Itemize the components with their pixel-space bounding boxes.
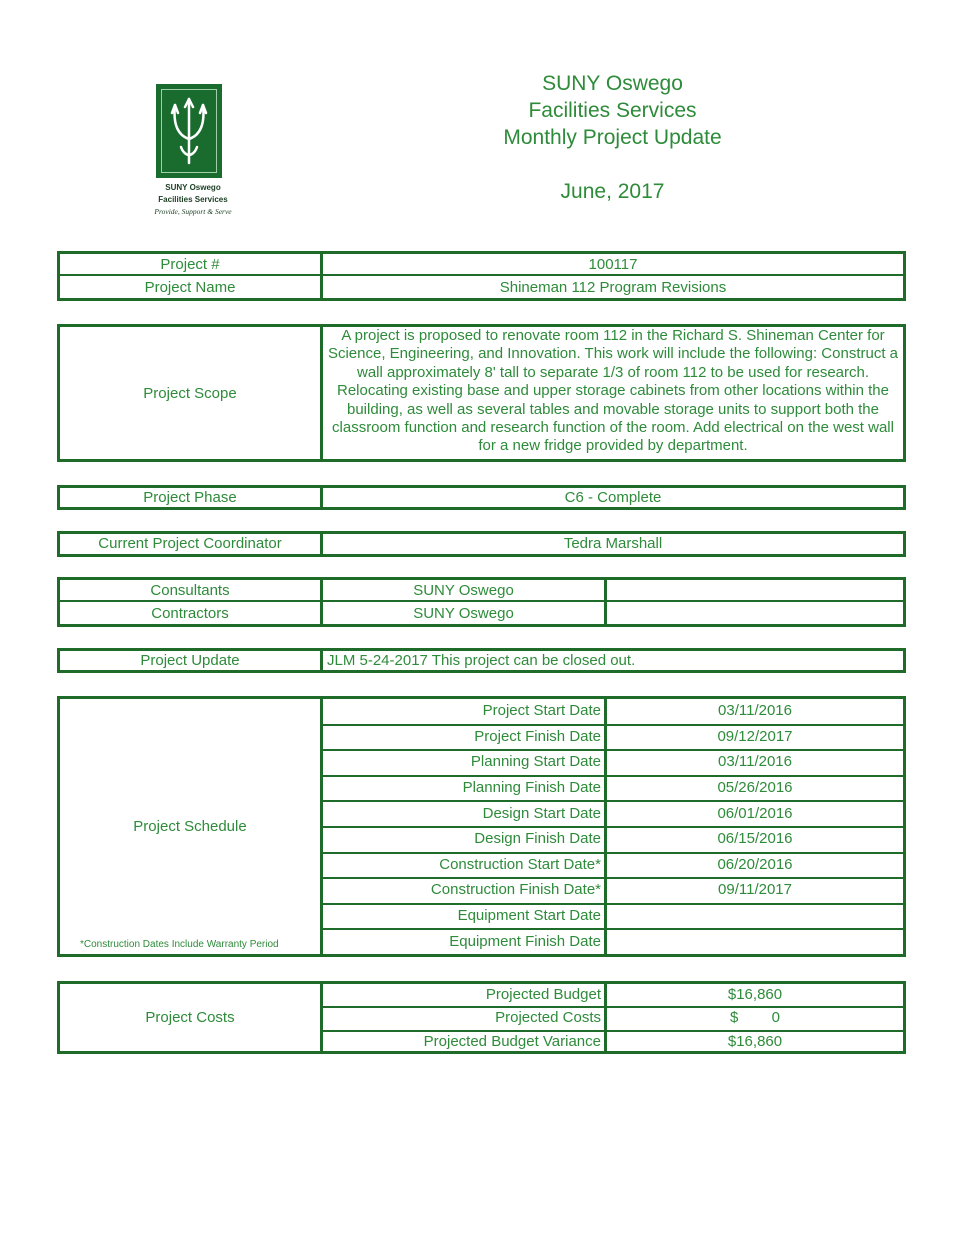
schedule-row-value: 06/15/2016 <box>717 830 793 848</box>
dept-title: Facilities Services <box>528 99 697 122</box>
cost-row-label: Projected Budget Variance <box>423 1032 601 1050</box>
schedule-row-value: 09/11/2017 <box>718 881 792 899</box>
project-phase-label: Project Phase <box>143 488 237 506</box>
schedule-row-label: Construction Start Date* <box>439 855 601 873</box>
schedule-row-label: Equipment Start Date <box>457 907 601 925</box>
schedule-row-value: 09/12/2017 <box>717 727 793 745</box>
cost-row-value: $16,860 <box>727 1032 783 1050</box>
project-schedule-label: Project Schedule <box>133 818 247 835</box>
consultants-value: SUNY Oswego <box>413 581 514 599</box>
consultants-extra <box>607 580 903 600</box>
schedule-row-value <box>607 904 903 928</box>
schedule-row-value: 06/20/2016 <box>717 855 793 873</box>
schedule-row-label: Equipment Finish Date <box>449 932 601 950</box>
project-number-label: Project # <box>160 255 220 273</box>
org-title: SUNY Oswego <box>542 72 683 95</box>
trident-icon <box>167 95 211 167</box>
consultants-label: Consultants <box>150 581 230 599</box>
project-update-label: Project Update <box>140 651 240 669</box>
schedule-row-value: 06/01/2016 <box>717 804 793 822</box>
schedule-row-value: 03/11/2016 <box>718 702 792 720</box>
warranty-note: *Construction Dates Include Warranty Period <box>80 939 279 950</box>
schedule-row-label: Planning Start Date <box>470 753 601 771</box>
contractors-label: Contractors <box>151 604 229 622</box>
project-name-value: Shineman 112 Program Revisions <box>499 278 727 296</box>
schedule-row-label: Project Start Date <box>482 702 601 720</box>
schedule-row-label: Construction Finish Date* <box>430 881 601 899</box>
project-name-label: Project Name <box>144 278 236 296</box>
schedule-row-label: Design Start Date <box>482 804 601 822</box>
cost-row-value: $ 0 <box>729 1009 781 1027</box>
coordinator-label: Current Project Coordinator <box>98 535 282 552</box>
contractors-value: SUNY Oswego <box>413 604 514 622</box>
logo-emblem <box>156 84 222 178</box>
project-update-value: JLM 5-24-2017 This project can be closed out. <box>327 651 636 669</box>
schedule-row-label: Design Finish Date <box>474 830 601 848</box>
project-costs-label: Project Costs <box>145 1009 235 1026</box>
logo <box>145 84 241 216</box>
cost-row-label: Projected Costs <box>495 1009 601 1027</box>
schedule-row-value: 05/26/2016 <box>717 779 793 797</box>
report-date: June, 2017 <box>560 180 665 203</box>
logo-tagline: Provide, Support & Serve <box>154 207 232 216</box>
contractors-extra <box>607 602 903 624</box>
schedule-row-label: Planning Finish Date <box>462 779 601 797</box>
schedule-row-value: 03/11/2016 <box>718 753 792 771</box>
logo-name-line2: Facilities Services <box>158 195 228 204</box>
project-scope-label: Project Scope <box>143 384 237 402</box>
project-scope-text: A project is proposed to renovate room 112 in the Richard S. Shineman Center for Science, Engineering, and Innovation. This work will include the following: Construct a wall approximately 8' tall to separate 1/3 of room 112 to be used for research. Relocating existing base and upper storage cabinets from other locations within the building, as well as several tables and movable storage units to support both the classroom function and research function of the room. Add electrical on the west wall for a new fridge provided by department. <box>327 327 899 455</box>
project-phase-value: C6 - Complete <box>564 488 662 506</box>
project-number-value: 100117 <box>588 255 638 273</box>
logo-name-line1: SUNY Oswego <box>165 183 221 192</box>
cost-row-value: $16,860 <box>727 986 783 1004</box>
cost-row-label: Projected Budget <box>485 986 601 1004</box>
schedule-row-value <box>607 929 903 953</box>
report-title: Monthly Project Update <box>503 126 722 149</box>
coordinator-value: Tedra Marshall <box>563 535 663 552</box>
schedule-row-label: Project Finish Date <box>474 727 601 745</box>
logo-name <box>145 182 241 206</box>
